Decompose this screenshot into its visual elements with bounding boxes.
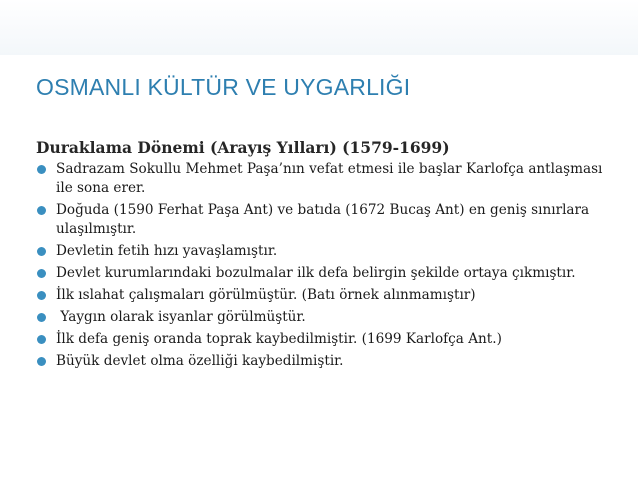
bullet-icon	[37, 269, 46, 278]
list-item-text: Doğuda (1590 Ferhat Paşa Ant) ve batıda (1672 Bucaş Ant) en geniş sınırlara ulaşılmıştır.	[56, 202, 590, 237]
bullet-icon	[37, 291, 46, 300]
list-item	[36, 286, 621, 305]
slide-content	[36, 138, 621, 374]
list-item-text: Yaygın olarak isyanlar görülmüştür.	[56, 309, 306, 325]
bullet-icon	[37, 206, 46, 215]
list-item-text: İlk ıslahat çalışmaları görülmüştür. (Batı örnek alınmamıştır)	[56, 287, 476, 303]
list-item	[36, 352, 621, 371]
list-item	[36, 160, 621, 198]
bullet-icon	[37, 335, 46, 344]
list-item	[36, 330, 621, 349]
bullet-icon	[37, 165, 46, 174]
section-subtitle: Duraklama Dönemi (Arayış Yılları) (1579-1699)	[36, 138, 450, 157]
list-item-text: Devlet kurumlarındaki bozulmalar ilk defa belirgin şekilde ortaya çıkmıştır.	[56, 265, 576, 281]
list-item	[36, 242, 621, 261]
list-item	[36, 201, 621, 239]
list-item-text: Büyük devlet olma özelliği kaybedilmiştir.	[56, 353, 344, 369]
bullet-list	[36, 160, 621, 371]
list-item-text: Devletin fetih hızı yavaşlamıştır.	[56, 243, 278, 259]
list-item	[36, 264, 621, 283]
list-item-text: İlk defa geniş oranda toprak kaybedilmiştir. (1699 Karlofça Ant.)	[56, 331, 502, 347]
bullet-icon	[37, 357, 46, 366]
bullet-icon	[37, 247, 46, 256]
bullet-icon	[37, 313, 46, 322]
slide-title: OSMANLI KÜLTÜR VE UYGARLIĞI	[36, 74, 411, 100]
list-item	[36, 308, 621, 327]
header-band	[0, 0, 638, 55]
list-item-text: Sadrazam Sokullu Mehmet Paşa’nın vefat etmesi ile başlar Karlofça antlaşması ile sona erer.	[56, 161, 603, 196]
